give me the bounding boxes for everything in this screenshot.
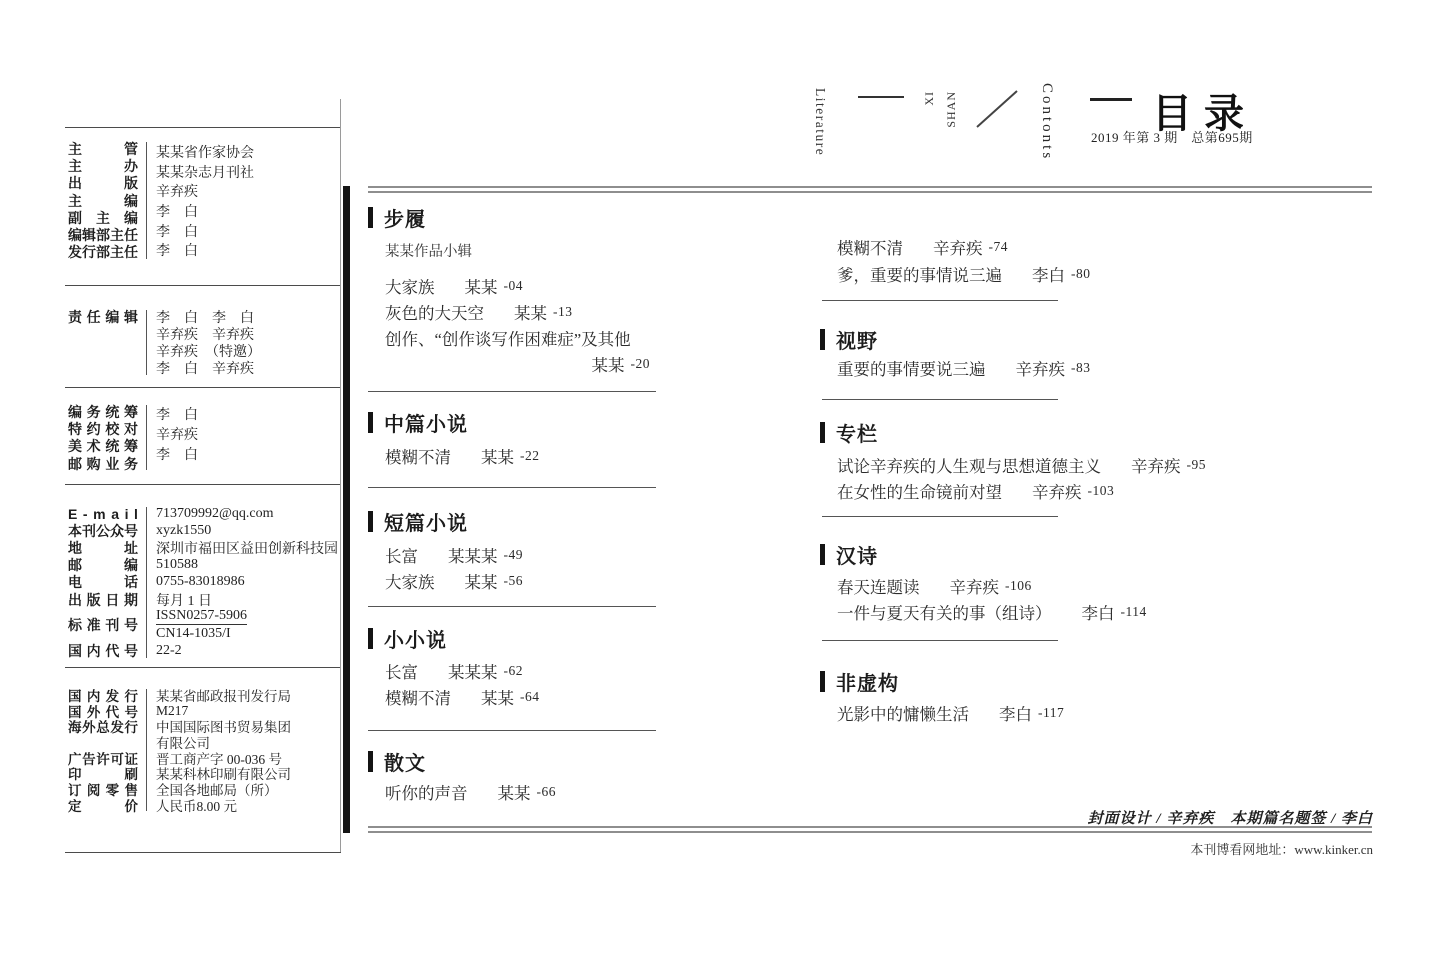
item-page: -64 <box>520 689 540 704</box>
field-value: 有限公司 <box>156 735 210 751</box>
item-title: 在女性的生命镜前对望 <box>837 483 1002 502</box>
item-title: 长富 <box>385 663 418 682</box>
item-page: -22 <box>520 448 540 463</box>
field-label: 标 准 刊 号 <box>68 617 138 634</box>
region-xi-text: XI <box>922 91 936 106</box>
toc-item <box>385 568 660 594</box>
toc-section-buLv <box>368 205 660 377</box>
toc-item <box>385 684 660 710</box>
item-page: -56 <box>503 573 523 588</box>
email-value: 713709992@qq.com <box>156 505 274 521</box>
item-author: 辛弃疾 <box>949 578 999 597</box>
sidebar-rule <box>65 127 341 128</box>
sidebar-rule <box>65 852 341 853</box>
item-title: 创作、“创作谈写作困难症”及其他 <box>385 330 631 349</box>
sidebar-section-editors <box>68 308 338 377</box>
field-label: 地 址 <box>68 539 138 556</box>
field-label: 印 刷 <box>68 767 138 783</box>
field-label: 编 辑 部 主 任 <box>68 227 138 244</box>
section-divider <box>368 730 656 731</box>
field-label: 主 办 <box>68 157 138 174</box>
field-value: 辛弃疾 （特邀） <box>156 344 261 360</box>
toc-item <box>385 273 660 299</box>
section-header <box>368 749 660 773</box>
field-value: 人民币8.00 元 <box>156 798 237 814</box>
toc-item <box>837 233 1172 260</box>
field-label: 编 务 统 筹 <box>68 403 138 420</box>
field-label: 广 告 许 可 证 <box>68 751 138 767</box>
field-label: 海 外 总 发 行 <box>68 720 138 736</box>
item-author: 辛弃疾 <box>1015 360 1065 379</box>
item-title: 灰色的大天空 <box>385 304 484 323</box>
field-label: 副 主 编 <box>68 209 138 226</box>
toc-item <box>385 443 660 469</box>
item-page: -95 <box>1186 457 1206 472</box>
item-title: 试论辛弃疾的人生观与思想道德主义 <box>837 457 1101 476</box>
label-column <box>68 403 138 472</box>
toc-section-short-story <box>368 509 660 594</box>
item-author: 辛弃疾 <box>933 238 983 258</box>
section-divider <box>368 391 656 392</box>
sidebar-section-publisher <box>68 140 338 261</box>
toc-item <box>837 573 1172 599</box>
section-title: 专栏 <box>836 423 878 446</box>
issn-value: ISSN0257-5906 <box>156 608 248 624</box>
section-bar-icon <box>368 412 373 433</box>
phone-value: 0755-83018986 <box>156 574 245 590</box>
journal-region-vertical <box>922 91 959 128</box>
label-value-divider <box>146 142 147 259</box>
item-author: 某某 <box>514 304 547 323</box>
field-value: 22-2 <box>156 643 182 659</box>
section-header <box>820 327 1172 351</box>
item-page: -80 <box>1071 265 1091 281</box>
section-header <box>820 542 1172 566</box>
section-items <box>385 658 660 710</box>
label-value-divider <box>146 689 147 811</box>
toc-section-nonfiction <box>820 669 1172 726</box>
label-value-divider <box>146 310 147 375</box>
label-column <box>68 308 138 377</box>
label-value-divider <box>146 405 147 470</box>
toc-item <box>385 325 660 351</box>
item-page: -103 <box>1087 483 1115 498</box>
field-label: 出 版 <box>68 175 138 192</box>
field-label: 发 行 部 主 任 <box>68 244 138 261</box>
field-value: 某某杂志月刊社 <box>156 165 254 181</box>
top-double-rule <box>368 186 1372 193</box>
field-label: 主 编 <box>68 192 138 209</box>
item-title: 模糊不清 <box>385 448 451 467</box>
section-bar-icon <box>820 422 825 443</box>
item-author: 某某 <box>497 784 531 803</box>
toc-section-continued <box>820 233 1172 287</box>
value-column <box>156 308 338 377</box>
label-column <box>68 505 138 660</box>
item-title: 重要的事情要说三遍 <box>837 360 986 379</box>
toc-section-novella <box>368 410 660 469</box>
field-value: xyzk1550 <box>156 522 212 538</box>
field-value: 李 白 <box>156 204 198 220</box>
sidebar-rule <box>65 285 341 286</box>
toc-section-chinese-poetry <box>820 542 1172 625</box>
field-value: 某某科林印刷有限公司 <box>156 767 291 783</box>
sidebar-section-distribution <box>68 687 338 813</box>
field-label: 特 约 校 对 <box>68 420 138 437</box>
item-author: 某某 <box>464 278 498 297</box>
sidebar-section-contact <box>68 505 338 660</box>
item-author: 某某某 <box>448 663 498 682</box>
section-subtitle: 某某作品小辑 <box>385 244 472 260</box>
section-title: 小小说 <box>384 629 447 652</box>
label-column <box>68 140 138 261</box>
value-column <box>156 505 338 660</box>
field-value: 辛弃疾 <box>156 428 198 443</box>
field-value: 李 白 李 白 <box>156 310 254 326</box>
section-bar-icon <box>820 671 825 692</box>
field-value: M217 <box>156 702 189 718</box>
toc-item <box>837 355 1172 381</box>
section-header <box>820 420 1172 444</box>
toc-item <box>385 542 660 568</box>
field-value: 李 白 辛弃疾 <box>156 362 254 378</box>
cover-design-credit: 封面设计 / 辛弃疾 本期篇名题签 / 李白 <box>1087 811 1373 827</box>
field-value: 辛弃疾 辛弃疾 <box>156 327 254 343</box>
field-value: 某某省邮政报刊发行局 <box>156 688 291 704</box>
section-items <box>385 779 660 805</box>
field-value: 李 白 <box>156 224 198 240</box>
section-items <box>837 355 1172 381</box>
section-divider <box>822 640 1058 641</box>
field-value: 每月 1 日 <box>156 593 212 609</box>
item-page: -62 <box>503 663 523 678</box>
item-title: 光影中的慵懒生活 <box>837 705 969 724</box>
field-label: 国 外 代 号 <box>68 704 138 720</box>
section-divider <box>368 606 656 607</box>
field-label: 国 内 代 号 <box>68 642 138 659</box>
item-author: 某某 <box>591 356 625 375</box>
value-column <box>156 687 338 813</box>
toc-section-flash-fiction <box>368 626 660 710</box>
section-title: 中篇小说 <box>384 413 468 436</box>
field-label: 出 版 日 期 <box>68 591 138 608</box>
field-value: 晋工商产字 00-036 号 <box>156 751 282 767</box>
toc-item <box>837 452 1206 478</box>
sidebar-vertical-rule <box>340 99 341 852</box>
item-author: 李白 <box>1081 604 1115 623</box>
field-label: 国 内 发 行 <box>68 688 138 704</box>
section-divider <box>368 487 656 488</box>
slash-ornament <box>976 90 1018 133</box>
item-author: 辛弃疾 <box>1032 483 1082 502</box>
section-title: 散文 <box>384 752 426 775</box>
address-value: 深圳市福田区益田创新科技园 <box>156 541 338 557</box>
toc-item <box>385 779 660 805</box>
item-title: 模糊不清 <box>385 689 451 708</box>
section-header <box>820 669 1172 693</box>
section-items <box>385 542 660 594</box>
section-header <box>368 410 660 434</box>
item-title: 一件与夏天有关的事（组诗） <box>837 604 1052 623</box>
toc-section-vision <box>820 327 1172 381</box>
section-title: 非虚构 <box>836 672 899 695</box>
item-title: 春天连题读 <box>837 578 920 597</box>
field-label: 邮 编 <box>68 557 138 574</box>
item-page: -117 <box>1038 705 1065 720</box>
field-value: 中国国际图书贸易集团 <box>156 720 291 736</box>
label-value-divider <box>146 507 147 658</box>
section-items <box>385 273 660 377</box>
item-page: -20 <box>630 356 650 371</box>
item-author: 某某某 <box>448 547 498 566</box>
section-header <box>368 205 660 229</box>
sidebar-rule <box>65 667 341 668</box>
dash-ornament <box>858 96 904 98</box>
value-column <box>156 142 338 261</box>
section-divider <box>822 399 1058 400</box>
field-label: 责 任 编 辑 <box>68 308 138 325</box>
field-value: 辛弃疾 <box>156 185 198 201</box>
item-author: 李白 <box>999 705 1032 724</box>
section-header <box>368 509 660 533</box>
item-title: 模糊不清 <box>837 238 903 258</box>
sidebar-rule <box>65 387 341 388</box>
sidebar-section-coordination <box>68 403 338 472</box>
toc-section-prose <box>368 749 660 805</box>
region-shan-text: SHAN <box>944 91 958 128</box>
field-label: 定 价 <box>68 798 138 814</box>
item-page: -106 <box>1005 578 1032 593</box>
issue-info: 2019 年第 3 期 总第695期 <box>1091 130 1253 145</box>
label-column <box>68 687 138 813</box>
toc-item-author-line <box>385 351 660 377</box>
section-title: 汉诗 <box>836 545 878 568</box>
toc-item <box>837 478 1172 504</box>
field-label: 主 管 <box>68 140 138 157</box>
section-items <box>837 452 1206 504</box>
section-bar-icon <box>368 751 373 772</box>
sidebar-rule <box>65 484 341 485</box>
section-items <box>385 443 660 469</box>
item-page: -04 <box>503 278 523 293</box>
contents-english-vertical: Contonts <box>1039 83 1055 162</box>
cn-number-value: CN14-1035/I <box>156 625 231 641</box>
value-column <box>156 404 338 472</box>
item-page: -83 <box>1071 360 1091 375</box>
item-title: 大家族 <box>385 573 435 592</box>
field-label: 订 阅 零 售 <box>68 782 138 798</box>
postcode-value: 510588 <box>156 557 198 573</box>
item-title: 爹，重要的事情说三遍 <box>837 265 1002 285</box>
section-items <box>837 233 1172 287</box>
section-title: 步履 <box>384 208 426 231</box>
section-bar-icon <box>368 511 373 532</box>
spine-bar <box>343 186 350 833</box>
item-title: 听你的声音 <box>385 784 468 803</box>
page-title: 目录 <box>1152 91 1256 136</box>
section-title: 视野 <box>836 330 878 353</box>
section-title: 短篇小说 <box>384 512 468 535</box>
section-divider <box>822 516 1058 517</box>
field-label: E - m a i l <box>68 505 138 522</box>
field-value: 全国各地邮局（所） <box>156 782 278 798</box>
toc-item <box>837 700 1172 726</box>
section-items <box>837 573 1172 625</box>
item-title: 长富 <box>385 547 418 566</box>
toc-item <box>385 658 660 684</box>
toc-item <box>837 260 1172 287</box>
section-bar-icon <box>368 628 373 649</box>
section-header <box>368 626 660 650</box>
item-author: 李白 <box>1032 265 1065 285</box>
field-label: 美 术 统 筹 <box>68 438 138 455</box>
toc-section-column <box>820 420 1206 504</box>
field-value: 李 白 <box>156 244 198 260</box>
item-author: 某某 <box>481 689 514 708</box>
item-title: 大家族 <box>385 278 435 297</box>
field-value: 李 白 <box>156 448 198 463</box>
field-label: 电 话 <box>68 574 138 591</box>
section-bar-icon <box>368 207 373 228</box>
journal-name-english: Literature <box>813 88 828 157</box>
toc-item <box>837 599 1172 625</box>
field-value: 李 白 <box>156 408 198 423</box>
item-author: 某某 <box>481 448 514 467</box>
item-page: -13 <box>553 304 573 319</box>
item-page: -66 <box>536 784 556 799</box>
field-label: 本 刊 公 众 号 <box>68 522 138 539</box>
dash-ornament <box>1090 98 1132 101</box>
item-page: -74 <box>988 238 1008 254</box>
field-label: 邮 购 业 务 <box>68 455 138 472</box>
item-author: 某某 <box>464 573 498 592</box>
item-page: -49 <box>503 547 523 562</box>
item-page: -114 <box>1120 604 1147 619</box>
website-address: 本刊博看网地址：www.kinker.cn <box>1190 842 1373 857</box>
toc-item <box>385 299 660 325</box>
section-bar-icon <box>820 544 825 565</box>
field-value: 某某省作家协会 <box>156 145 254 161</box>
section-items <box>837 700 1172 726</box>
section-bar-icon <box>820 329 825 350</box>
section-divider <box>822 300 1058 301</box>
item-author: 辛弃疾 <box>1131 457 1181 476</box>
